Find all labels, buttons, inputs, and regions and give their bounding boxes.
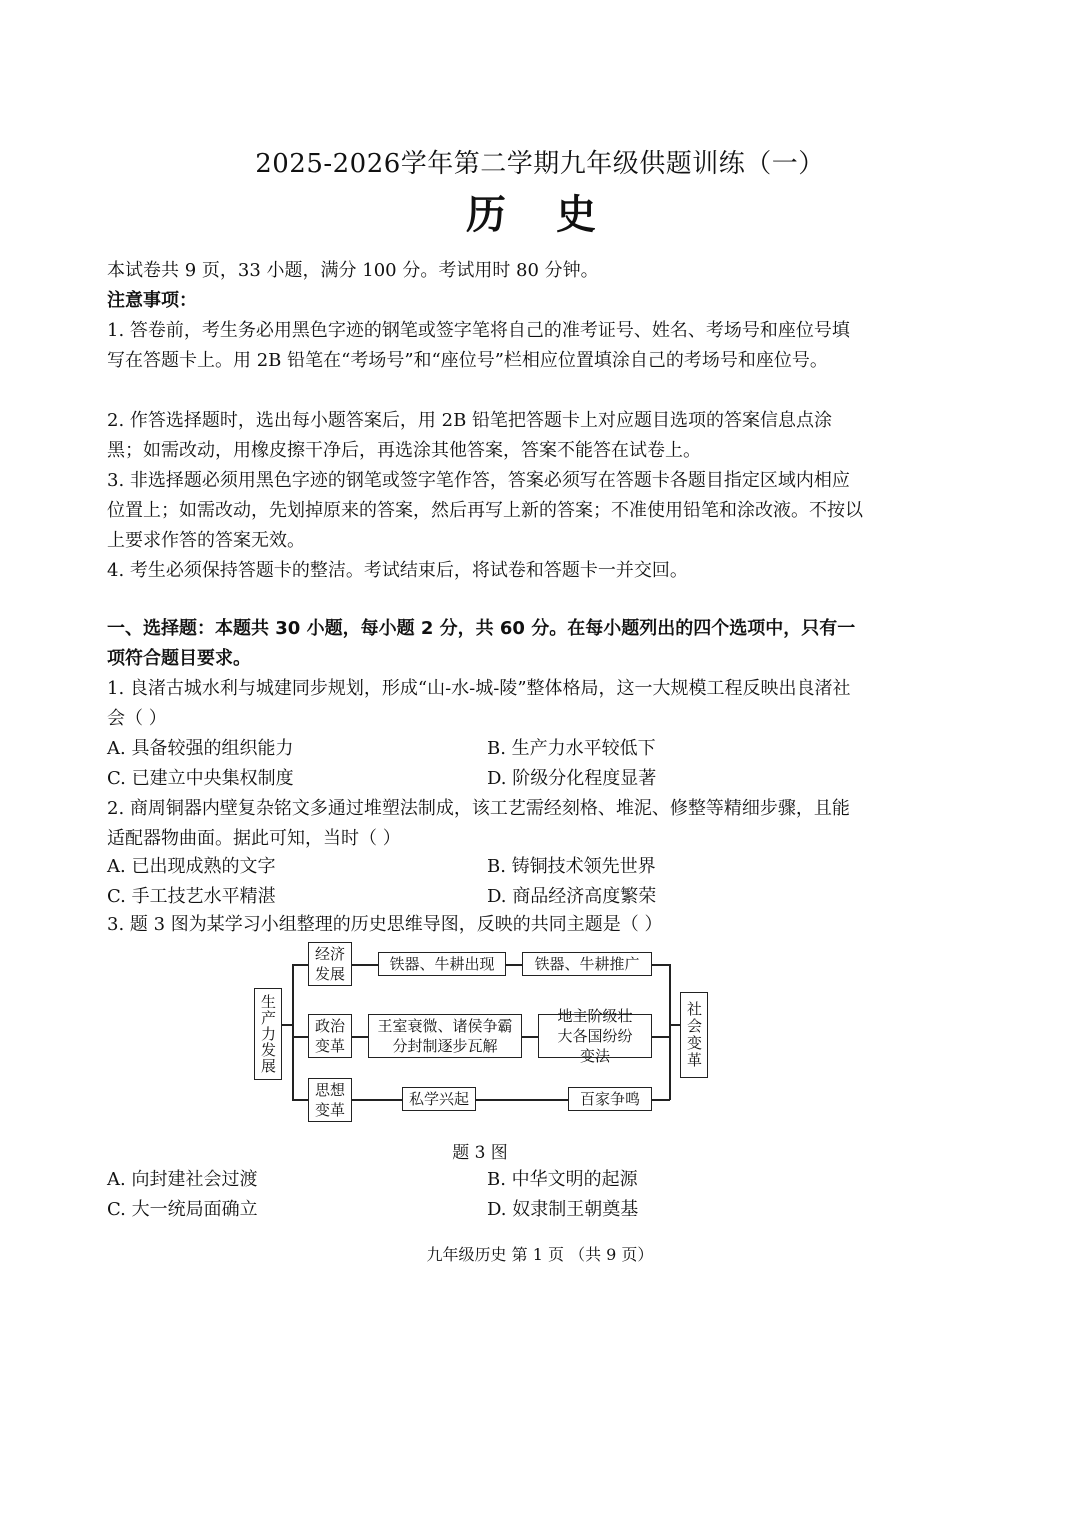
notice-item: 1. 答卷前，考生务必用黑色字迹的钢笔或签字笔将自己的准考证号、姓名、考场号和座位号填写在答题卡上。用 2B 铅笔在“考场号”和“座位号”栏相应位置填涂自己的考场号和座位号。 [107,320,850,371]
left-label-box: 生产力发展 [254,988,282,1080]
category-box: 政治变革 [308,1014,352,1058]
option: D. 阶级分化程度显著 [487,768,657,789]
option: C. 大一统局面确立 [107,1199,258,1220]
exam-summary: 本试卷共 9 页，33 小题，满分 100 分。考试用时 80 分钟。 [107,260,599,281]
subject-title: 历 史 [466,192,614,238]
figure-caption: 题 3 图 [452,1143,508,1163]
notice-heading: 注意事项： [107,290,197,311]
exam-title: 2025-2026学年第二学期九年级供题训练（一） [255,149,825,179]
page-footer: 九年级历史 第 1 页 （共 9 页） [426,1245,654,1264]
option: D. 商品经济高度繁荣 [487,886,657,907]
category-box: 思想变革 [308,1078,352,1122]
option: C. 已建立中央集权制度 [107,768,294,789]
notice-item: 3. 非选择题必须用黑色字迹的钢笔或签字笔作答，答案必须写在答题卡各题目指定区域内相应位置上；如需改动，先划掉原来的答案，然后再写上新的答案；不准使用铅笔和涂改液。不按以上要求作答的答案无效。 [107,470,863,551]
stage-box: 王室衰微、诸侯争霸分封制逐步瓦解 [368,1014,522,1058]
option: A. 具备较强的组织能力 [107,738,294,759]
question-stem: 1. 良渚古城水利与城建同步规划，形成“山-水-城-陵”整体格局，这一大规模工程反映出良渚社会（ ） [107,678,851,729]
option: B. 生产力水平较低下 [487,738,656,759]
stage-box: 铁器、牛耕出现 [378,952,506,976]
right-label-box: 社会变革 [680,992,708,1078]
notice-item: 4. 考生必须保持答题卡的整洁。考试结束后，将试卷和答题卡一并交回。 [107,560,688,581]
question-stem: 2. 商周铜器内壁复杂铭文多通过堆塑法制成，该工艺需经刻格、堆泥、修整等精细步骤，且能适配器物曲面。据此可知，当时（ ） [107,798,850,849]
section-heading: 一、选择题：本题共 30 小题，每小题 2 分，共 60 分。在每小题列出的四个选项中，只有一项符合题目要求。 [107,618,856,669]
option: D. 奴隶制王朝奠基 [487,1199,639,1220]
option: B. 中华文明的起源 [487,1169,638,1190]
question-stem: 3. 题 3 图为某学习小组整理的历史思维导图，反映的共同主题是（ ） [107,914,663,935]
notice-item: 2. 作答选择题时，选出每小题答案后，用 2B 铅笔把答题卡上对应题目选项的答案信息点涂黑；如需改动，用橡皮擦干净后，再选涂其他答案，答案不能答在试卷上。 [107,410,833,461]
category-box: 经济发展 [308,942,352,986]
stage-box: 私学兴起 [402,1087,476,1111]
option: B. 铸铜技术领先世界 [487,856,656,877]
mind-map-diagram [250,940,710,1130]
stage-box: 地主阶级壮大各国纷纷变法 [538,1014,652,1058]
stage-box: 铁器、牛耕推广 [522,952,652,976]
option: A. 向封建社会过渡 [107,1169,258,1190]
stage-box: 百家争鸣 [568,1087,652,1111]
option: A. 已出现成熟的文字 [107,856,276,877]
option: C. 手工技艺水平精湛 [107,886,276,907]
